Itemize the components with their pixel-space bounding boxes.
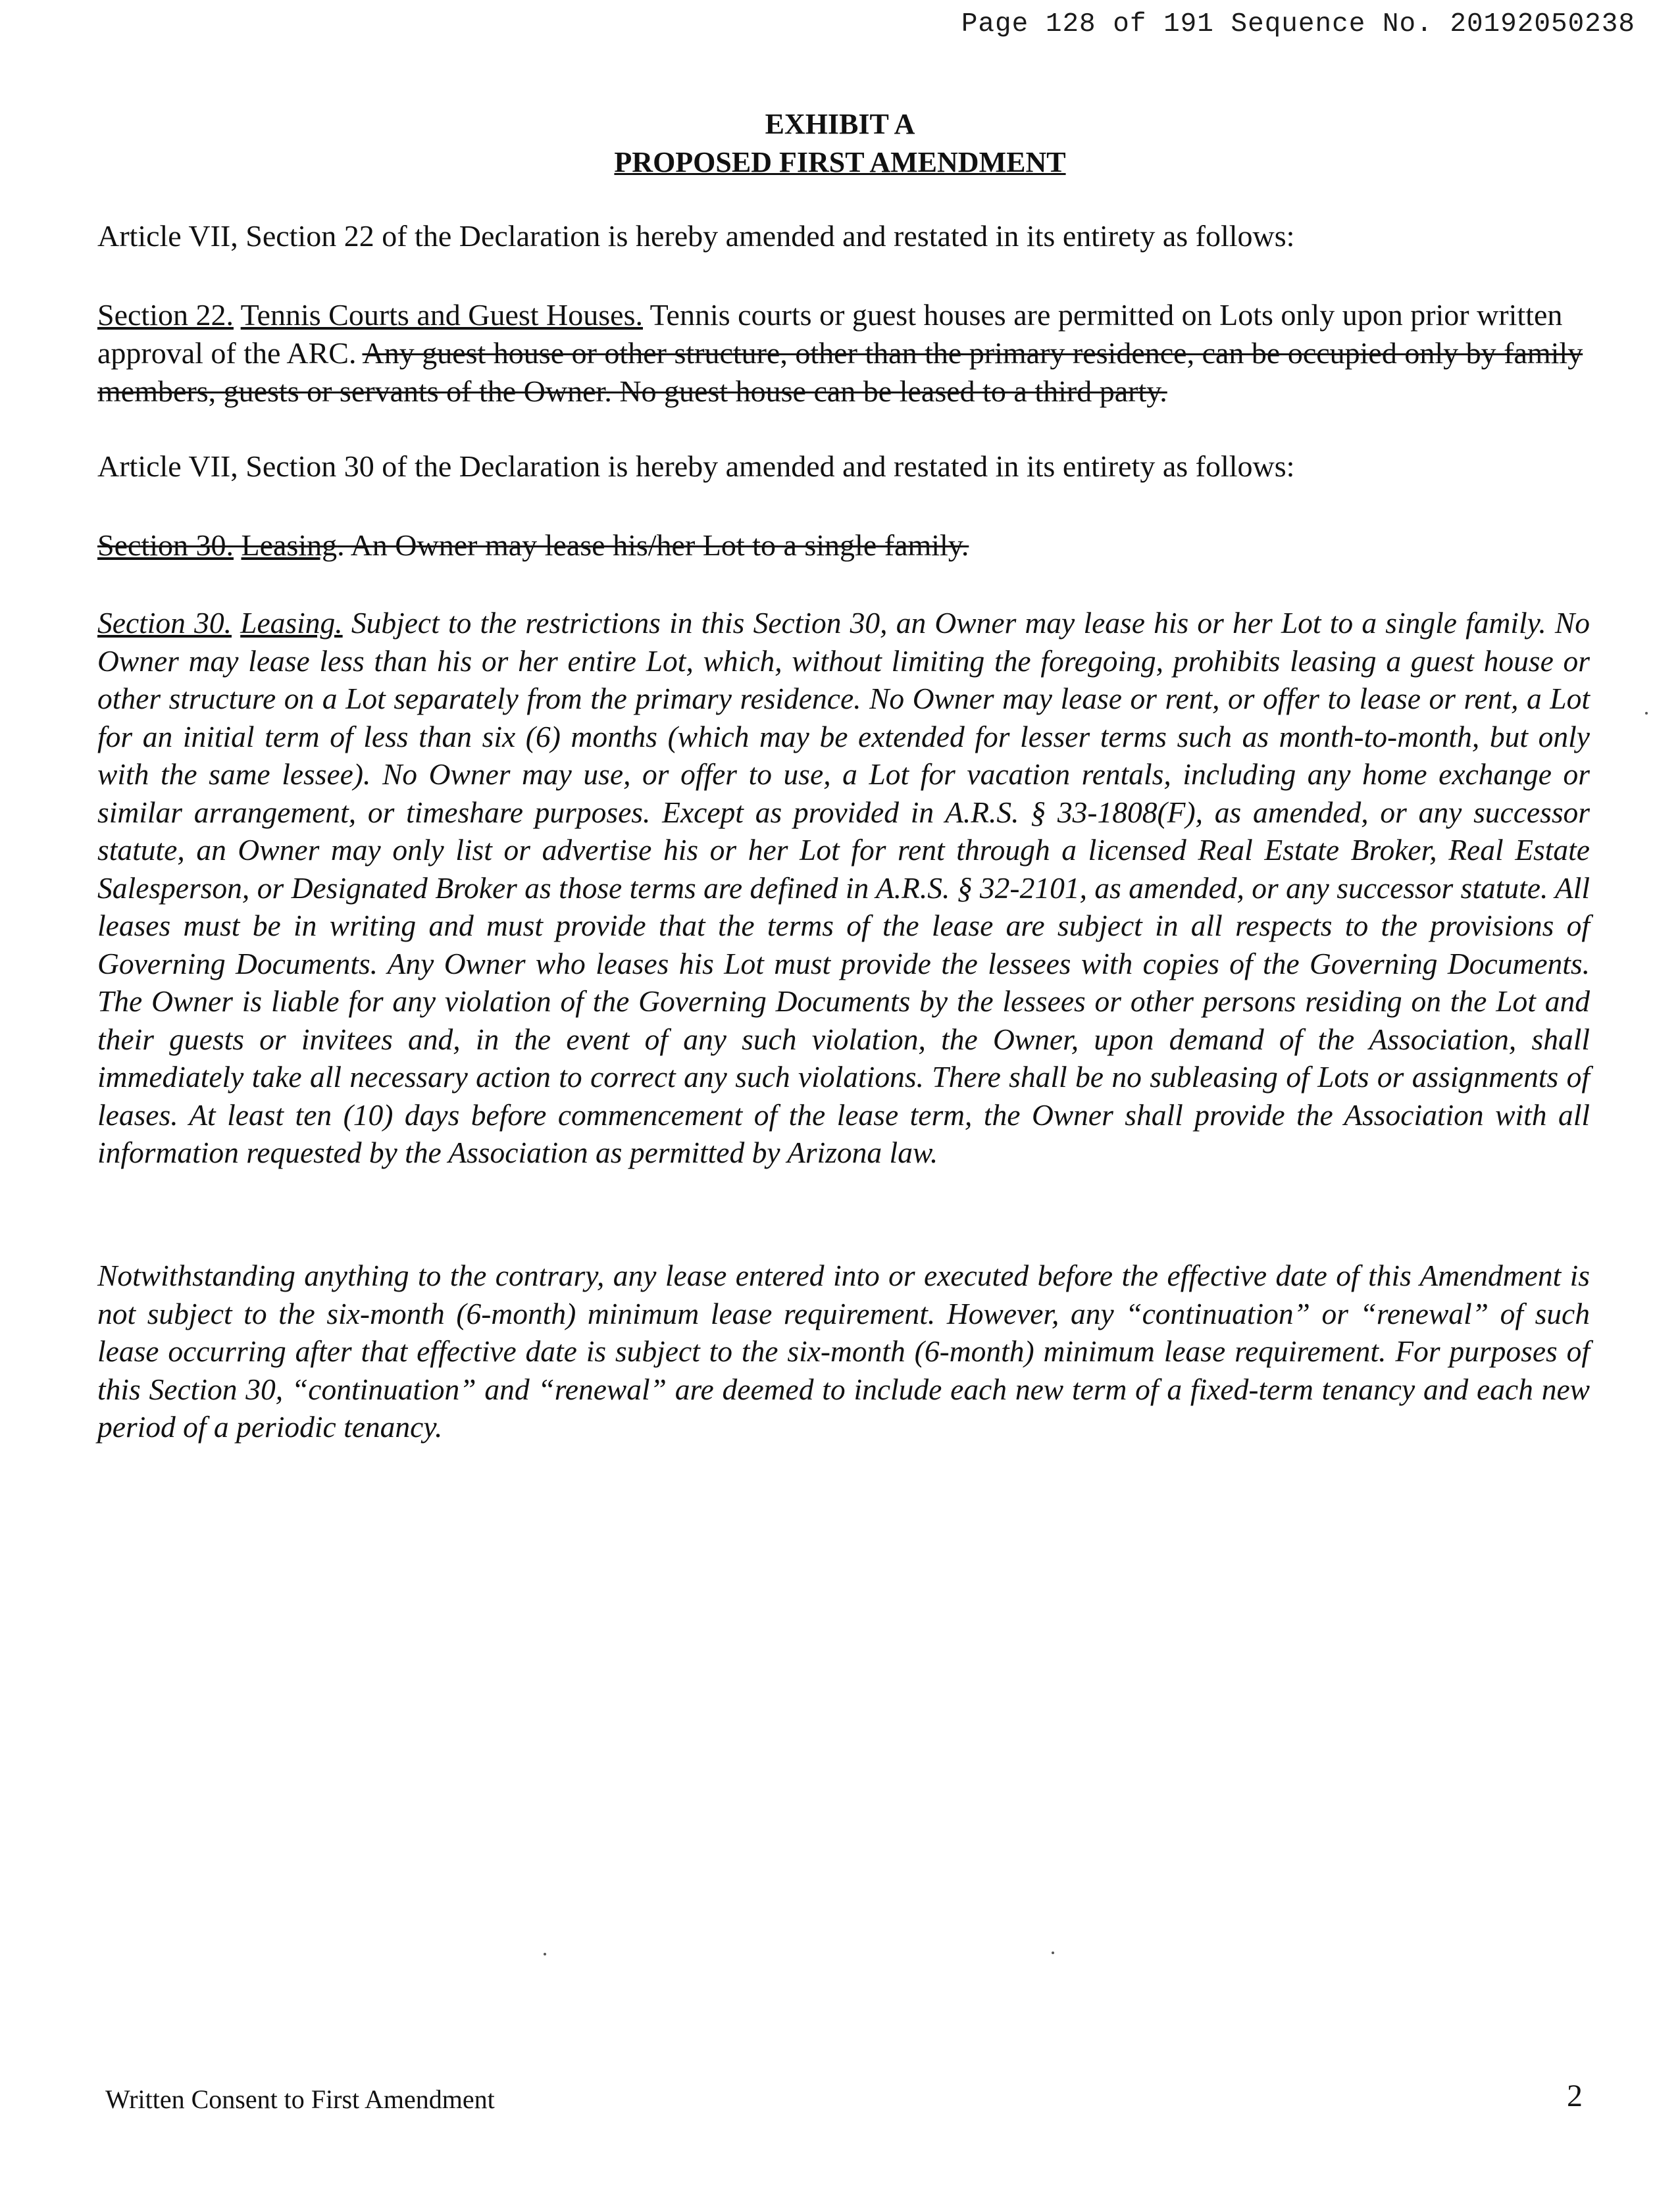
section-30-old-text: . An Owner may lease his/her Lot to a single family. — [337, 528, 969, 562]
section-30-deleted-paragraph — [97, 526, 1590, 565]
section-30-new-text: Subject to the restrictions in this Section 30, an Owner may lease his or her Lot to a single family. No Owner may lease less than his or her entire Lot, which, without limiting the foregoing, prohibits leasing a guest house or other structure on a Lot separately from the primary residence. No Owner may lease or rent, or offer to lease or rent, a Lot for an initial term of less than six (6) months (which may be extended for lesser terms such as month-to-month, but only with the same lessee). No Owner may use, or offer to use, a Lot for vacation rentals, including any home exchange or similar arrangement, or timeshare purposes. Except as provided in A.R.S. § 33-1808(F), as amended, or any successor statute, an Owner may only list or advertise his or her Lot for rent through a licensed Real Estate Broker, Real Estate Salesperson, or Designated Broker as those terms are defined in A.R.S. § 32-2101, as amended, or any successor statute. All leases must be in writing and must provide that the terms of the lease are subject in all respects to the provisions of Governing Documents. Any Owner who leases his Lot must provide the lessees with copies of the Governing Documents. The Owner is liable for any violation of the Governing Documents by the lessees or other persons residing on the Lot and their guests or invitees and, in the event of any such violation, the Owner, upon demand of the Association, shall immediately take all necessary action to correct any such violations. There shall be no subleasing of Lots or assignments of leases. At least ten (10) days before commencement of the lease term, the Owner shall provide the Association with all information requested by the Association as permitted by Arizona law. — [97, 606, 1590, 1169]
section-22-paragraph — [97, 296, 1590, 411]
section-22-heading: Tennis Courts and Guest Houses. — [240, 298, 643, 332]
notwithstanding-paragraph: Notwithstanding anything to the contrary, any lease entered into or executed before the effective date of this Amendment is not subject to the six-month (6-month) minimum lease requirement. However, any “continuation” or “renewal” of such lease occurring after that effective date is subject to the six-month (6-month) minimum lease requirement. For purposes of this Section 30, “continuation” and “renewal” are deemed to include each new term of a fixed-term tenancy and each new period of a periodic tenancy. — [97, 1259, 1590, 1444]
amendment-heading: PROPOSED FIRST AMENDMENT — [614, 146, 1066, 178]
scan-speck — [544, 1953, 546, 1955]
section-22-number: Section 22. — [97, 298, 234, 332]
footer-document-title: Written Consent to First Amendment — [105, 2084, 495, 2114]
section-22-text: Tennis courts or guest houses are permitted on Lots only upon prior written approval of the ARC. — [97, 298, 1563, 370]
section-30-old-heading: Leasing — [241, 528, 338, 562]
section-30-new-number: Section 30. — [97, 606, 232, 640]
scan-speck — [1052, 1952, 1054, 1954]
section-30-old-number: Section 30. — [97, 528, 234, 562]
exhibit-heading: EXHIBIT A — [765, 108, 915, 140]
intro-section-22: Article VII, Section 22 of the Declaration is hereby amended and restated in its entirety as follows: — [97, 219, 1295, 253]
exhibit-title — [0, 105, 1680, 182]
scan-speck — [1645, 712, 1648, 715]
footer-page-number: 2 — [1567, 2078, 1583, 2113]
intro-section-30: Article VII, Section 30 of the Declaration is hereby amended and restated in its entirety as follows: — [97, 449, 1295, 483]
section-30-new-heading: Leasing. — [240, 606, 343, 640]
section-22-deleted-text: Any guest house or other structure, other than the primary residence, can be occupied only by family members, guests or servants of the Owner. No guest house can be leased to a third party. — [97, 336, 1583, 408]
recording-stamp: Page 128 of 191 Sequence No. 20192050238 — [961, 9, 1635, 39]
section-30-new-paragraph — [97, 604, 1590, 1172]
